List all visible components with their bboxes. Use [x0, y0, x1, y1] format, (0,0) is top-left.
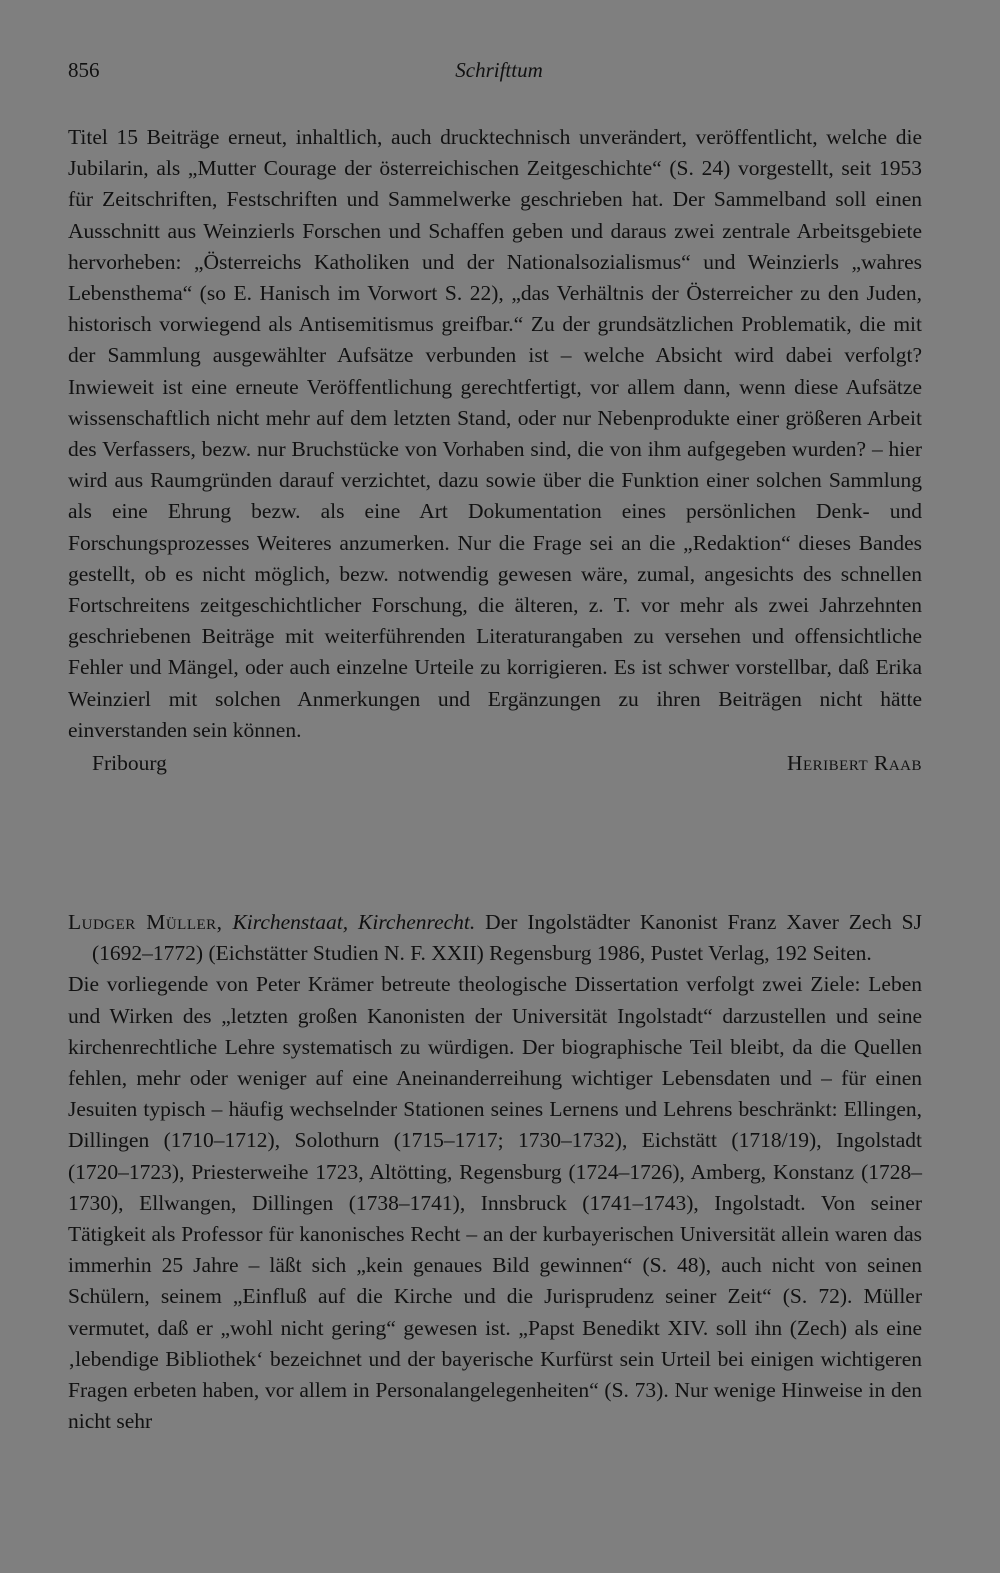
review-2-body: Die vorliegende von Peter Krämer betreute theologische Dissertation verfolgt zwei Ziele: Leben und Wirken des „letzten großen Kanonisten der Universität Ingolstadt“ darzustellen und seine kirchenrechtliche Lehre systematisch zu würdigen. Der biographische Teil bleibt, da die Quellen fehlen, mehr oder weniger auf eine Aneinanderreihung wichtiger Lebensdaten und – für einen Jesuiten typisch – häufig wechselnder Stationen seines Lernens und Lehrens beschränkt: Ellingen, Dillingen (1710–1712), Solothurn (1715–1717; 1730–1732), Eichstätt (1718/19), Ingolstadt (1720–1723), Priesterweihe 1723, Altötting, Regensburg (1724–1726), Amberg, Konstanz (1728–1730), Ellwangen, Dillingen (1738–1741), Innsbruck (1741–1743), Ingolstadt. Von seiner Tätigkeit als Professor für kanonisches Recht – an der kurbayerischen Universität allein waren das immerhin 25 Jahre – läßt sich „kein genaues Bild gewinnen“ (S. 48), auch nicht von seinen Schülern, seinem „Einfluß auf die Kirche und die Jurisprudenz seiner Zeit“ (S. 72). Müller vermutet, daß er „wohl nicht gering“ gewesen ist. „Papst Benedikt XIV. soll ihn (Zech) als eine ‚lebendige Bibliothek‘ bezeichnet und der bayerische Kurfürst sein Urteil bei einigen wichtigeren Fragen erbeten haben, vor allem in Personalangelegenheiten“ (S. 73). Nur wenige Hinweise in den nicht sehr [68, 972, 922, 1434]
page-header [68, 58, 930, 90]
review-continuation [68, 122, 922, 779]
review-1-signature [68, 748, 922, 779]
book-title: Kirchenstaat, Kirchenrecht. [232, 910, 476, 934]
review-1-body: Titel 15 Beiträge erneut, inhaltlich, auch drucktechnisch unverändert, veröffentlicht, welche die Jubilarin, als „Mutter Courage der österreichischen Zeitgeschichte“ (S. 24) vorgestellt, seit 1953 für Zeitschriften, Festschriften und Sammelwerke geschrieben hat. Der Sammelband soll einen Ausschnitt aus Weinzierls Forschen und Schaffen geben und daraus zwei zentrale Arbeitsgebiete hervorheben: „Österreichs Katholiken und der Nationalsozialismus“ und Weinzierls „wahres Lebensthema“ (so E. Hanisch im Vorwort S. 22), „das Verhältnis der Österreicher zu den Juden, historisch vorwiegend als Antisemitismus greifbar.“ Zu der grundsätzlichen Problematik, die mit der Sammlung ausgewählter Aufsätze verbunden ist – welche Absicht wird dabei verfolgt? Inwieweit ist eine erneute Veröffentlichung gerechtfertigt, vor allem dann, wenn diese Aufsätze wissenschaftlich nicht mehr auf dem letzten Stand, oder nur Nebenprodukte einer größeren Arbeit des Verfassers, bezw. nur Bruchstücke von Vorhaben sind, die von ihm aufgegeben wurden? – hier wird aus Raumgründen darauf verzichtet, dazu sowie über die Funktion einer solchen Sammlung als eine Ehrung bezw. als eine Art Dokumentation eines persönlichen Denk- und Forschungsprozesses Weiteres anzumerken. Nur die Frage sei an die „Redaktion“ dieses Bandes gestellt, ob es nicht möglich, bezw. notwendig gewesen wäre, zumal, angesichts des schnellen Fortschreitens zeitgeschichtlicher Forschung, die älteren, z. T. vor mehr als zwei Jahrzehnten geschriebenen Beiträge mit weiterführenden Literaturangaben zu versehen und offensichtliche Fehler und Mängel, oder auch einzelne Urteile zu korrigieren. Es ist schwer vorstellbar, daß Erika Weinzierl mit solchen Anmerkungen und Ergänzungen zu ihren Beiträgen nicht hätte einverstanden sein können. [68, 125, 922, 742]
reviewer-place: Fribourg [92, 751, 167, 776]
page-number: 856 [68, 58, 100, 82]
reviewer-name: Heribert Raab [786, 751, 922, 776]
citation-details: Der Ingolstädter Kanonist Franz Xaver Zech SJ (1692–1772) (Eichstätter Studien N. F. XXII) Regensburg 1986, Pustet Verlag, 192 Seiten. [92, 910, 922, 966]
running-head: Schrifttum [455, 58, 543, 82]
book-citation [68, 907, 922, 969]
book-author: Ludger Müller, [68, 910, 223, 934]
review-entry [68, 907, 922, 1437]
